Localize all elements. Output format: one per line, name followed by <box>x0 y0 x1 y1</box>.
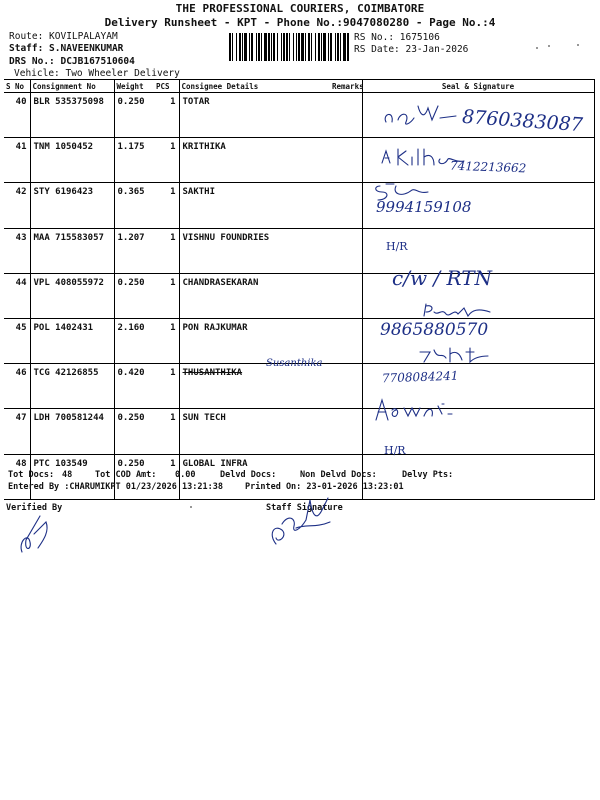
cell-pcs: 1 <box>154 138 179 183</box>
cell-sno: 42 <box>4 183 30 228</box>
handwritten-phone-row-41: 7412213662 <box>449 158 527 176</box>
route-label: Route: KOVILPALAYAM <box>9 31 118 42</box>
cell-pcs: 1 <box>154 183 179 228</box>
tot-docs-label: Tot Docs: <box>8 470 55 480</box>
delvd-docs-label: Delvd Docs: <box>220 470 277 480</box>
cell-weight: 0.250 <box>114 409 154 454</box>
cell-weight: 0.250 <box>114 273 154 318</box>
cell-consignee: TOTAR <box>179 93 330 138</box>
tot-docs-value: 48 <box>62 470 73 480</box>
cell-remarks <box>330 183 362 228</box>
table-row <box>4 273 594 318</box>
handwritten-phone-row-45: 9865880570 <box>380 320 489 340</box>
cell-weight: 0.365 <box>114 183 154 228</box>
cell-consignment: MAA 715583057 <box>30 228 114 273</box>
company-title: THE PROFESSIONAL COURIERS, COIMBATORE <box>175 2 425 15</box>
cell-weight: 1.175 <box>114 138 154 183</box>
cell-consignee: THUSANTHIKA <box>179 364 330 409</box>
cell-pcs: 1 <box>154 273 179 318</box>
cell-remarks <box>330 93 362 138</box>
handwritten-mark-row-43: H/R <box>386 240 408 253</box>
cell-consignment: TNM 1050452 <box>30 138 114 183</box>
cell-remarks <box>330 364 362 409</box>
cell-consignment: STY 6196423 <box>30 183 114 228</box>
cell-consignee: PON RAJKUMAR <box>179 318 330 363</box>
cell-remarks <box>330 273 362 318</box>
cell-weight: 0.420 <box>114 364 154 409</box>
vehicle-label: Vehicle: Two Wheeler Delivery <box>14 68 180 79</box>
entered-by: Entered By :CHARUMIKPT 01/23/2026 13:21:38 <box>8 482 223 492</box>
runsheet-subtitle: Delivery Runsheet - KPT - Phone No.:9047080280 - Page No.:4 <box>104 16 496 29</box>
cell-pcs: 1 <box>154 364 179 409</box>
cell-consignee: VISHNU FOUNDRIES <box>179 228 330 273</box>
table-row <box>4 183 594 228</box>
col-consignment: Consignment No <box>30 80 114 93</box>
cell-consignment: VPL 408055972 <box>30 273 114 318</box>
handwritten-mark-row-48: H/R <box>384 444 406 457</box>
cell-sno: 41 <box>4 138 30 183</box>
cell-weight: 1.207 <box>114 228 154 273</box>
handwritten-phone-row-46: 7708084241 <box>381 368 459 386</box>
cell-sno: 40 <box>4 93 30 138</box>
cell-sno: 48 <box>4 454 30 499</box>
scan-speck <box>536 47 538 49</box>
staff-signature <box>266 494 336 550</box>
staff-signature-label: Staff Signature <box>266 503 343 513</box>
signature-row-47 <box>372 396 462 422</box>
cell-remarks <box>330 138 362 183</box>
col-remarks: Remarks <box>332 81 364 91</box>
col-signature: Seal & Signature <box>362 80 594 93</box>
table-row <box>4 318 594 363</box>
delvy-pts-label: Delvy Pts: <box>402 470 454 480</box>
handwritten-phone-row-40: 8760383087 <box>461 105 584 137</box>
runsheet-table <box>4 79 594 469</box>
cell-consignment: PTC 103549 <box>30 454 114 499</box>
cell-pcs: 1 <box>154 228 179 273</box>
non-delvd-docs-label: Non Delvd Docs: <box>300 470 377 480</box>
cell-consignee: KRITHIKA <box>179 138 330 183</box>
table-header-row <box>4 80 594 93</box>
rs-number: RS No.: 1675106 <box>354 32 440 43</box>
cell-consignment: LDH 700581244 <box>30 409 114 454</box>
staff-label: Staff: S.NAVEENKUMAR <box>9 43 124 54</box>
cell-consignee: CHANDRASEKARAN <box>179 273 330 318</box>
col-pcs: PCS <box>154 80 179 93</box>
cell-signature <box>362 454 594 499</box>
cell-remarks <box>330 409 362 454</box>
cell-sno: 43 <box>4 228 30 273</box>
col-consignee: Consignee Details <box>179 80 330 93</box>
cell-weight: 2.160 <box>114 318 154 363</box>
handwritten-name-row-46: Susanthika <box>266 358 323 369</box>
cell-sno: 44 <box>4 273 30 318</box>
cell-weight: 0.250 <box>114 454 154 499</box>
barcode <box>228 33 350 61</box>
drs-label: DRS No.: DCJB167510604 <box>9 56 135 67</box>
cell-sno: 46 <box>4 364 30 409</box>
table-row <box>4 228 594 273</box>
cell-weight: 0.250 <box>114 93 154 138</box>
tot-cod-value: 0.00 <box>175 470 196 480</box>
signature-row-40 <box>380 100 460 130</box>
col-sno: S No <box>4 80 30 93</box>
cell-consignee: SUN TECH <box>179 409 330 454</box>
cell-sno: 47 <box>4 409 30 454</box>
cell-pcs: 1 <box>154 318 179 363</box>
cell-pcs: 1 <box>154 454 179 499</box>
scan-speck <box>190 506 192 508</box>
cell-consignee: GLOBAL INFRA <box>179 454 330 499</box>
cell-consignment: BLR 535375098 <box>30 93 114 138</box>
cell-consignee: SAKTHI <box>179 183 330 228</box>
signature-row-46 <box>416 344 496 364</box>
cell-consignment: POL 1402431 <box>30 318 114 363</box>
handwritten-phone-row-42: 9994159108 <box>376 198 472 216</box>
cell-pcs: 1 <box>154 409 179 454</box>
signature-row-45 <box>420 302 500 320</box>
verified-by-label: Verified By <box>6 503 63 513</box>
table-row <box>4 454 594 499</box>
scan-speck <box>548 45 550 47</box>
cell-sno: 45 <box>4 318 30 363</box>
cell-pcs: 1 <box>154 93 179 138</box>
col-weight: Weight <box>114 80 154 93</box>
cell-consignment: TCG 42126855 <box>30 364 114 409</box>
scan-speck <box>577 44 579 46</box>
cell-remarks <box>330 318 362 363</box>
verifier-signature <box>16 512 56 556</box>
tot-cod-label: Tot COD Amt: <box>95 470 157 480</box>
rs-date: RS Date: 23-Jan-2026 <box>354 44 469 55</box>
cell-remarks <box>330 228 362 273</box>
table-row <box>4 409 594 454</box>
handwritten-mark-row-44: c/w / RTN <box>392 266 493 290</box>
printed-on: Printed On: 23-01-2026 13:23:01 <box>245 482 404 492</box>
table-row <box>4 364 594 409</box>
